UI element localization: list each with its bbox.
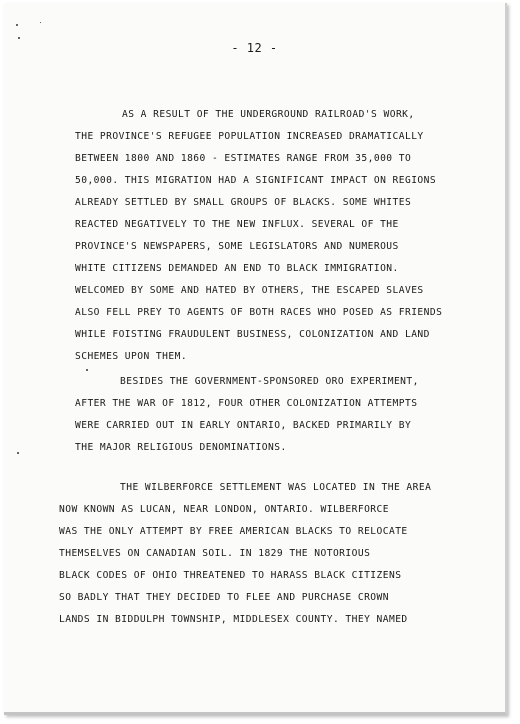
text-line: WERE CARRIED OUT IN EARLY ONTARIO, BACKED PRIMARILY BY — [75, 420, 412, 431]
scan-speck — [18, 37, 20, 39]
text-line: THE PROVINCE'S REFUGEE POPULATION INCREASED DRAMATICALLY — [75, 131, 424, 142]
text-line: WHILE FOISTING FRAUDULENT BUSINESS, COLONIZATION AND LAND — [75, 329, 430, 340]
page-number: - 12 - — [231, 41, 278, 55]
text-line: 50,000. THIS MIGRATION HAD A SIGNIFICANT IMPACT ON REGIONS — [75, 175, 437, 186]
text-line: SCHEMES UPON THEM. — [75, 351, 188, 362]
text-line: NOW KNOWN AS LUCAN, NEAR LONDON, ONTARIO. WILBERFORCE — [59, 504, 389, 515]
text-line: WHITE CITIZENS DEMANDED AN END TO BLACK IMMIGRATION. — [75, 263, 399, 274]
text-line: BLACK CODES OF OHIO THREATENED TO HARASS BLACK CITIZENS — [59, 570, 402, 581]
text-line: BETWEEN 1800 AND 1860 - ESTIMATES RANGE FROM 35,000 TO — [75, 153, 412, 164]
text-line: THE WILBERFORCE SETTLEMENT WAS LOCATED IN THE AREA — [120, 482, 432, 493]
text-line: ALSO FELL PREY TO AGENTS OF BOTH RACES WHO POSED AS FRIENDS — [75, 307, 443, 318]
text-line: WAS THE ONLY ATTEMPT BY FREE AMERICAN BLACKS TO RELOCATE — [59, 526, 408, 537]
text-line: WELCOMED BY SOME AND HATED BY OTHERS, THE ESCAPED SLAVES — [75, 285, 424, 296]
text-line: LANDS IN BIDDULPH TOWNSHIP, MIDDLESEX COUNTY. THEY NAMED — [59, 614, 408, 625]
text-line: SO BADLY THAT THEY DECIDED TO FLEE AND PURCHASE CROWN — [59, 592, 389, 603]
text-line: BESIDES THE GOVERNMENT-SPONSORED ORO EXPERIMENT, — [120, 376, 419, 387]
scan-speck — [17, 452, 19, 454]
text-line: THEMSELVES ON CANADIAN SOIL. IN 1829 THE NOTORIOUS — [59, 548, 371, 559]
scan-speck — [86, 369, 88, 371]
document-page — [4, 3, 507, 715]
scan-speck — [16, 24, 18, 26]
text-line: PROVINCE'S NEWSPAPERS, SOME LEGISLATORS AND NUMEROUS — [75, 241, 399, 252]
text-line: AFTER THE WAR OF 1812, FOUR OTHER COLONIZATION ATTEMPTS — [75, 398, 418, 409]
text-line: AS A RESULT OF THE UNDERGROUND RAILROAD'S WORK, — [122, 109, 415, 120]
text-line: ALREADY SETTLED BY SMALL GROUPS OF BLACKS. SOME WHITES — [75, 197, 412, 208]
text-line: THE MAJOR RELIGIOUS DENOMINATIONS. — [75, 442, 287, 453]
text-line: REACTED NEGATIVELY TO THE NEW INFLUX. SEVERAL OF THE — [75, 219, 399, 230]
scan-speck — [40, 22, 41, 23]
